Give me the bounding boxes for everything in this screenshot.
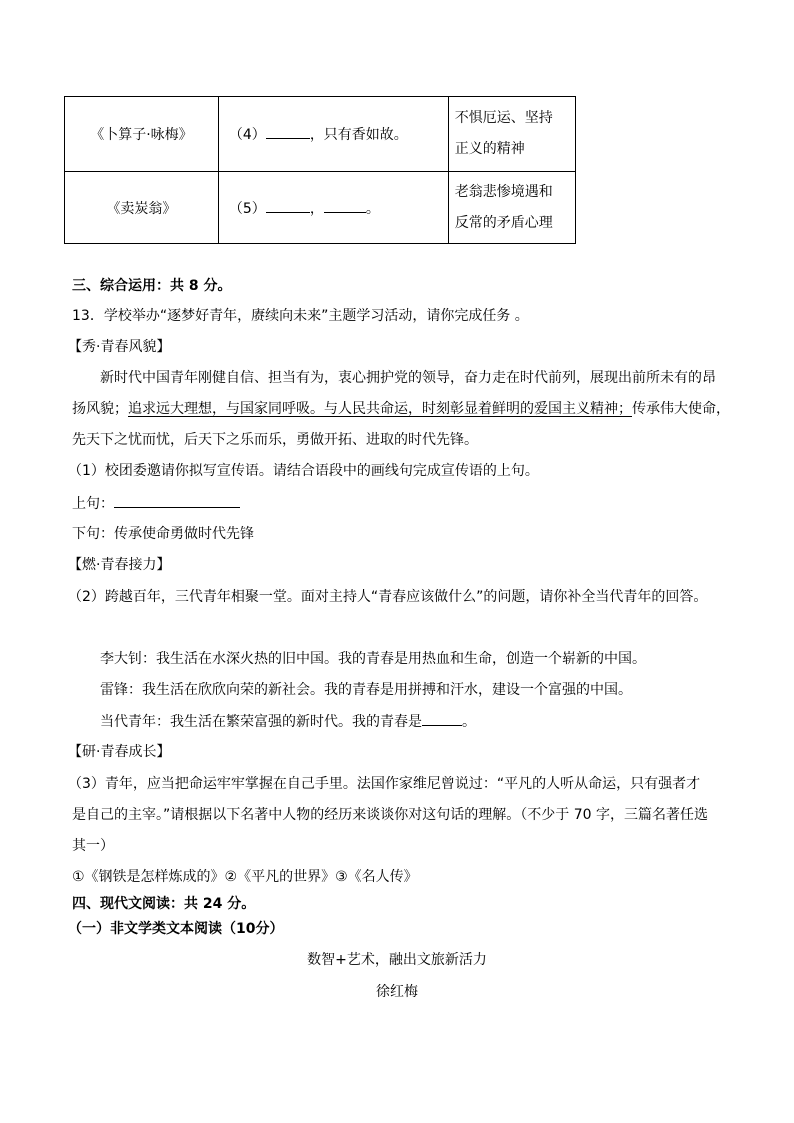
article-author: 徐红梅: [376, 984, 418, 1000]
sub-question-2: （2）跨越百年，三代青年相聚一堂。面对主持人“青春应该做什么”的问题，请你补全当代青年的回答。: [68, 589, 708, 605]
dialogue-lei-feng: 雷锋：我生活在欣欣向荣的新社会。我的青春是用拼搏和汗水，建设一个富强的中国。: [100, 682, 632, 698]
paragraph-line: [72, 399, 730, 419]
paragraph-line: 新时代中国青年刚健自信、担当有为，衷心拥护党的领导，奋力走在时代前列，展现出前所未有的昂: [100, 370, 716, 386]
answer-blank[interactable]: [422, 711, 462, 726]
sub-question-3-cont: 是自己的主宰。”请根据以下名著中人物的经历来谈谈你对这句话的理解。（不少于 70 字，三篇名著任选: [72, 807, 708, 823]
poem-prompt: [218, 172, 448, 244]
part-label-ran: 【燃·青春接力】: [68, 557, 171, 573]
underlined-sentence: 追求远大理想，与国家同呼吸。与人民共命运，时刻彰显着鲜明的爱国主义精神；: [128, 401, 632, 417]
upper-line: [72, 493, 240, 514]
poem-prompt: [218, 97, 448, 172]
paragraph-line: 先天下之忧而忧，后天下之乐而乐，勇做开拓、进取的时代先锋。: [72, 432, 478, 448]
article-title: 数智+艺术，融出文旅新活力: [307, 952, 487, 968]
prompt-text: ，: [309, 200, 324, 217]
meaning-line: 不惧厄运、坚持: [454, 110, 553, 126]
question-13: 13．学校举办“逐梦好青年，赓续向未来”主题学习活动，请你完成任务 。: [72, 308, 529, 324]
poem-meaning: [448, 172, 575, 244]
section3-heading: 三、综合运用：共 8 分。: [72, 278, 232, 294]
book-list: ①《钢铁是怎样炼成的》②《平凡的世界》③《名人传》: [72, 869, 418, 885]
lower-line: 下句：传承使命勇做时代先锋: [72, 526, 254, 542]
upper-answer-blank[interactable]: [114, 493, 240, 508]
upper-label: 上句：: [72, 496, 114, 512]
question-number: （5）: [228, 200, 266, 217]
dialogue-li-dazhao: 李大钊：我生活在水深火热的旧中国。我的青春是用热血和生命，创造一个崭新的中国。: [100, 651, 646, 667]
poem-meaning: [448, 97, 575, 172]
sub-question-1: （1）校团委邀请你拟写宣传语。请结合语段中的画线句完成宣传语的上句。: [68, 463, 539, 479]
dialogue-contemporary: [100, 711, 476, 732]
text: 。: [462, 714, 476, 730]
section4-subheading: （一）非文学类文本阅读（10分）: [68, 921, 284, 937]
meaning-line: 老翁悲惨境遇和: [454, 183, 553, 200]
answer-blank[interactable]: [324, 198, 366, 213]
question-number: （4）: [228, 127, 266, 143]
poem-title: 《卖炭翁》: [65, 172, 219, 244]
section4-heading: 四、现代文阅读：共 24 分。: [72, 896, 256, 912]
meaning-line: 反常的矛盾心理: [454, 214, 553, 231]
answer-blank[interactable]: [266, 124, 310, 139]
prompt-text: 。: [365, 200, 380, 217]
part-label-yan: 【研·青春成长】: [68, 744, 171, 760]
text: 扬风貌；: [72, 401, 128, 417]
part-label-xiu: 【秀·青春风貌】: [68, 339, 171, 355]
text: 传承伟大使命，: [632, 401, 730, 417]
sub-question-3: （3）青年，应当把命运牢牢掌握在自己手里。法国作家维尼曾说过：“平凡的人听从命运，只有强者才: [68, 776, 701, 792]
meaning-line: 正义的精神: [454, 141, 525, 157]
answer-blank[interactable]: [266, 198, 310, 213]
poem-table: [64, 96, 576, 244]
table-row: [65, 172, 576, 244]
table-row: [65, 97, 576, 172]
text: 当代青年：我生活在繁荣富强的新时代。我的青春是: [100, 714, 422, 730]
sub-question-3-cont: 其一）: [72, 838, 114, 854]
poem-title: 《卜算子·咏梅》: [65, 97, 219, 172]
prompt-text: ，只有香如故。: [309, 127, 408, 143]
